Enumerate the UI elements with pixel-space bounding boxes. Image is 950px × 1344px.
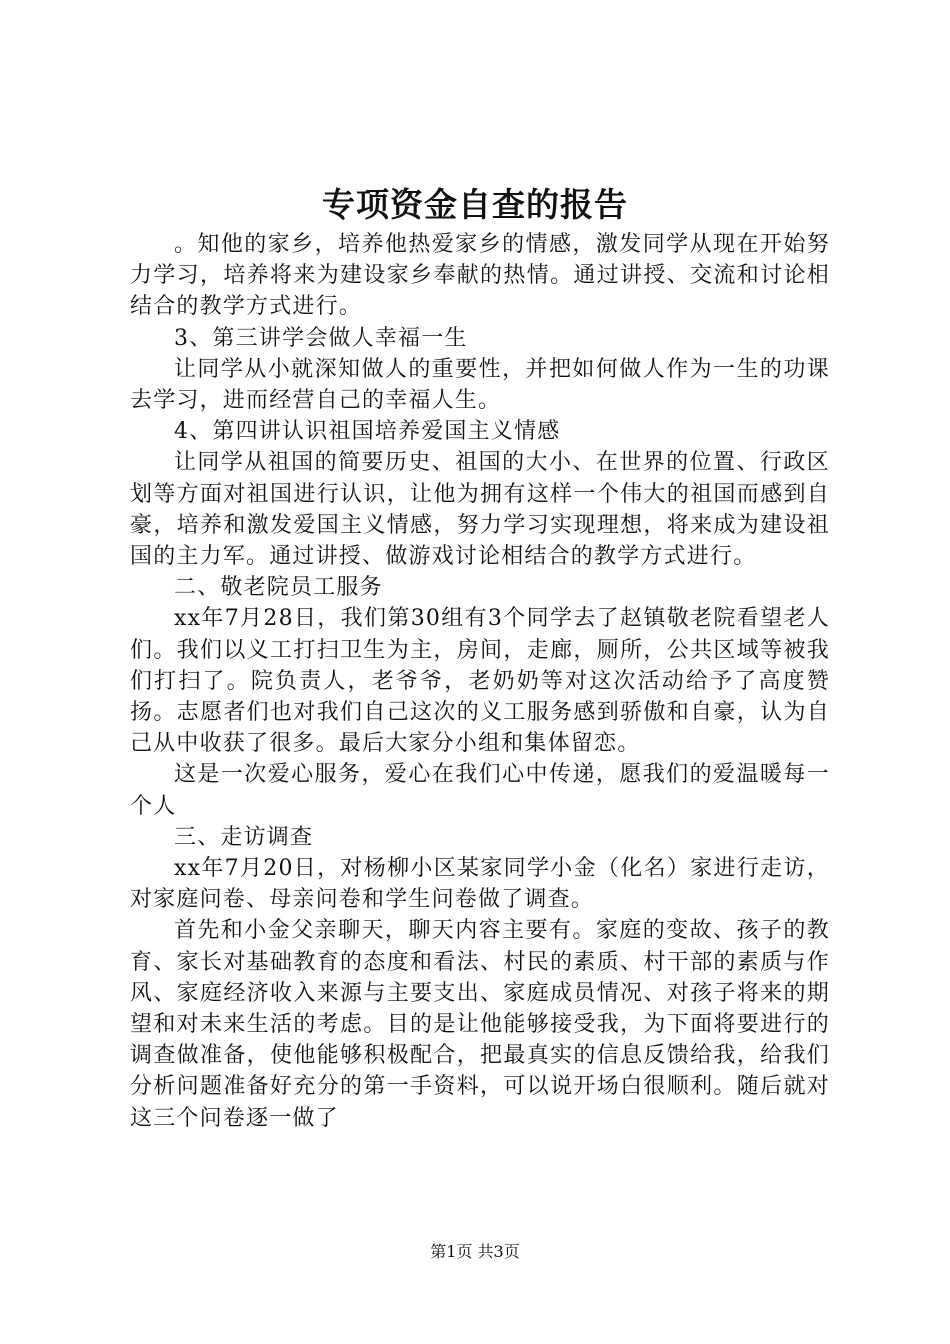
heading-section-2: 二、敬老院员工服务 <box>174 575 383 601</box>
paragraph-lecture-4: 让同学从祖国的简要历史、祖国的大小、在世界的位置、行政区划等方面对祖国进行认识，让他为拥有这样一个伟大的祖国而感到自豪，培养和激发爱国主义情感，努力学习实现理想，将来成为建设祖国的主力军。通过讲授、做游戏讨论相结合的教学方式进行。 <box>130 450 830 570</box>
document-body <box>130 229 830 1134</box>
heading-lecture-4: 4、第四讲认识祖国培养爱国主义情感 <box>174 419 561 445</box>
paragraph-lecture-3: 让同学从小就深知做人的重要性，并把如何做人作为一生的功课去学习，进而经营自己的幸福人生。 <box>130 356 830 414</box>
heading-section-3: 三、走访调查 <box>174 824 314 850</box>
paragraph-intro-continuation: 。知他的家乡，培养他热爱家乡的情感，激发同学从现在开始努力学习，培养将来为建设家乡奉献的热情。通过讲授、交流和讨论相结合的教学方式进行。 <box>130 232 830 320</box>
page-indicator: 第1页 共3页 <box>430 1242 520 1261</box>
heading-lecture-3: 3、第三讲学会做人幸福一生 <box>174 325 468 351</box>
paragraph-love-service: 这是一次爱心服务，爱心在我们心中传递，愿我们的爱温暖每一个人 <box>130 762 830 819</box>
paragraph-nursing-home: xx年7月28日，我们第30组有3个同学去了赵镇敬老院看望老人们。我们以义工打扫卫生为主，房间，走廊，厕所，公共区域等被我们打扫了。院负责人，老爷爷，老奶奶等对这次活动给予了高度赞扬。志愿者们也对我们自己这次的义工服务感到骄傲和自豪，认为自己从中收获了很多。最后大家分小组和集体留恋。 <box>130 606 830 757</box>
document-title: 专项资金自查的报告 <box>322 185 628 224</box>
paragraph-visit: xx年7月20日，对杨柳小区某家同学小金（化名）家进行走访，对家庭问卷、母亲问卷和学生问卷做了调查。 <box>130 856 830 913</box>
paragraph-interview: 首先和小金父亲聊天，聊天内容主要有。家庭的变故、孩子的教育、家长对基础教育的态度和看法、村民的素质、村干部的素质与作风、家庭经济收入来源与主要支出、家庭成员情况、对孩子将来的期望和对未来生活的考虑。目的是让他能够接受我，为下面将要进行的调查做准备，使他能够积极配合，把最真实的信息反馈给我，给我们分析问题准备好充分的第一手资料，可以说开场白很顺利。随后就对这三个问卷逐一做了 <box>130 918 830 1131</box>
